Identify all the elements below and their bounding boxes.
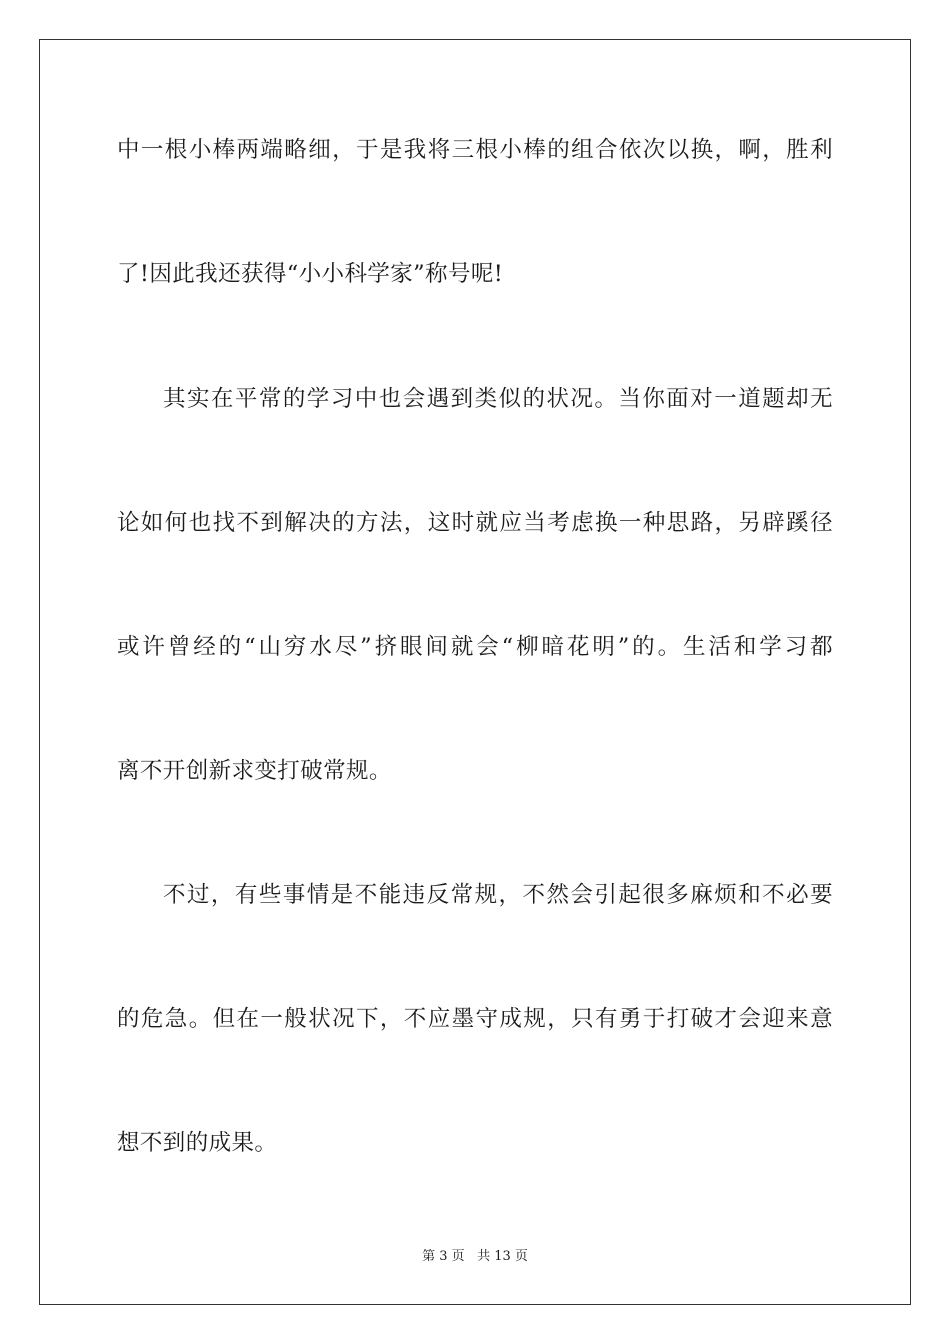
paragraph-line-1: 中一根小棒两端略细，于是我将三根小棒的组合依次以换，啊，胜利 (117, 137, 833, 163)
page-number: 第 3 页 (422, 1249, 465, 1264)
paragraph-line-6: 离不开创新求变打破常规。 (117, 758, 392, 784)
paragraph-line-9: 想不到的成果。 (117, 1130, 278, 1156)
paragraph-line-4: 论如何也找不到解决的方法，这时就应当考虑换一种思路，另辟蹊径 (117, 510, 833, 536)
page-footer (0, 1248, 950, 1266)
page-total: 共 13 页 (477, 1249, 528, 1264)
paragraph-line-2: 了!因此我还获得“小小科学家”称号呢! (117, 261, 504, 287)
paragraph-line-7: 不过，有些事情是不能违反常规，不然会引起很多麻烦和不必要 (163, 882, 833, 908)
paragraph-line-5: 或许曾经的“山穷水尽”挤眼间就会“柳暗花明”的。生活和学习都 (117, 634, 833, 660)
page-border (39, 39, 911, 1305)
paragraph-line-8: 的危急。但在一般状况下，不应墨守成规，只有勇于打破才会迎来意 (117, 1006, 833, 1032)
paragraph-line-3: 其实在平常的学习中也会遇到类似的状况。当你面对一道题却无 (163, 386, 833, 412)
